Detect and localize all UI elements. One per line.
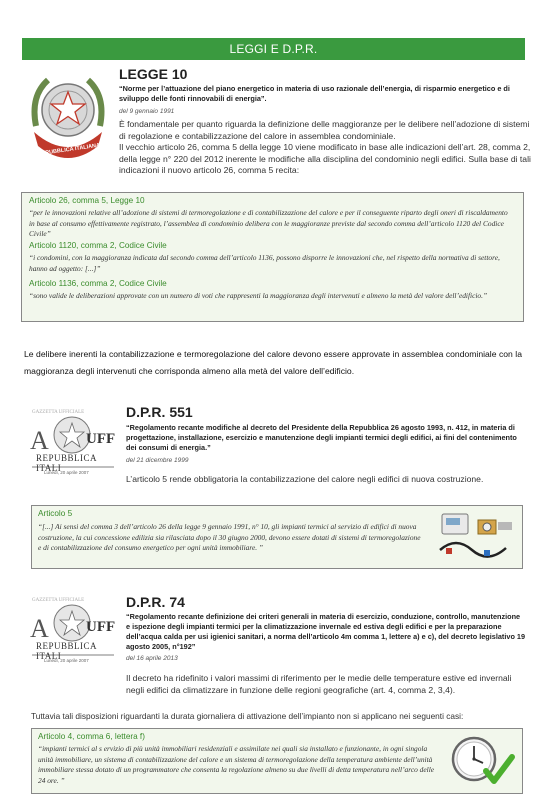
gazzetta-stamp-icon [30,593,116,677]
legge10-date: del 9 gennaio 1991 [119,108,175,115]
box3-heading: Articolo 4, comma 6, lettera f) [38,732,145,741]
dpr74-note: Tuttavia tali disposizioni riguardanti la durata giornaliera di attivazione dell’impianto non si applicano nei seguenti casi: [31,711,464,721]
legge10-subtitle: “Norme per l’attuazione del piano energetico in materia di uso razionale dell’energia, di risparmio energetico e di sviluppo delle fonti rinnovabili di energia”. [119,84,510,103]
box2-heading: Articolo 5 [38,509,73,518]
svg-text:GAZZETTA UFFICIALE: GAZZETTA UFFICIALE [32,410,85,415]
dpr74-subtitle: “Regolamento recante definizione dei criteri generali in materia di esercizio, conduzione, controllo, manutenzione e ispezione degli impianti termici per la climatizzazione invernale ed estiva degli edifici e per la preparazione dell’acqua calda per usi igienici sanitari, a norma dell’articolo 4m comma 1, lettere a) e c), del decreto legislativo 19 agosto 2005, n°192” [126,612,526,651]
stamp-repubblica: REPUBBLICA ITALI [36,641,97,661]
box1-heading-2: Articolo 1120, comma 2, Codice Civile [29,241,167,250]
dpr74-title: D.P.R. 74 [126,594,185,610]
stamp-uff: UFF [86,431,116,447]
legge10-title: LEGGE 10 [119,66,188,82]
dpr74-date: del 16 aprile 2013 [126,655,178,662]
stamp-repubblica: REPUBBLICA ITALI [36,453,97,473]
box1-quote-2: “i condomini, con la maggioranza indicata dal secondo comma dell’articolo 1136, possono disporre le innovazioni che, nel rispetto della normativa di settore, hanno ad oggetto: [...]” [29,253,500,273]
article-box-legge10 [21,192,524,322]
dpr551-para: L’articolo 5 rende obbligatoria la contabilizzazione del calore negli edifici di nuova costruzione. [126,474,484,484]
majority-statement: Le delibere inerenti la contabilizzazione e termoregolazione del calore devono essere approvate in assemblea condominiale con la maggioranza degli intervenuti che corrisponda almeno alla metà del valore dell’edificio. [24,349,522,376]
seal-text: REPUBBLICA ITALIANA [37,142,101,158]
article-box-dpr551 [31,505,523,569]
legge10-para1: È fondamentale per quanto riguarda la definizione delle maggioranze per le delibere nell’adozione di sistemi di regolazione e contabilizzazione del calore in assemblea condominiale. [119,119,530,141]
section-banner: LEGGI E D.P.R. [22,38,525,60]
box1-heading-3: Articolo 1136, comma 2, Codice Civile [29,279,167,288]
dpr551-date: del 21 dicembre 1999 [126,457,189,464]
dpr551-title: D.P.R. 551 [126,404,193,420]
gazzetta-stamp-icon [30,405,116,489]
heat-meter-devices-icon [436,510,516,564]
box2-quote: “[...] Ai sensi del comma 3 dell’articolo 26 della legge 9 gennaio 1991, n° 10, gli impianti termici al servizio di edifici di nuova costruzione, la cui concessione edilizia sia rilasciata dopo il 30 giugno 2000, devono essere dotati di sistemi di termoregolazione e di contabilizzazione del consumo energetico per ogni unità immobiliare. ” [38,522,421,552]
dpr551-subtitle: “Regolamento recante modifiche al decreto del Presidente della Repubblica 26 agosto 1993, n. 412, in materia di progettazione, installazione, esercizio e manutenzione degli impianti termici degli edifici, ai fini del contenimento dei consumi di energia.” [126,423,517,452]
legge10-para2: Il vecchio articolo 26, comma 5 della legge 10 viene modificato in base alle indicazioni dell’art. 28, comma 2, della legge n° 220 del 2012 inerente le modifiche alla disciplina del condominio negli edifici. Sulla base di tali indicazioni il nuovo articolo 26, comma 5 recita: [119,142,531,175]
article-box-dpr74 [31,728,523,794]
stamp-date: Lunedì, 20 aprile 2007 [44,658,89,663]
svg-text:GAZZETTA UFFICIALE: GAZZETTA UFFICIALE [32,598,85,603]
svg-text:A: A [30,426,49,455]
box1-quote-1: “per le innovazioni relative all’adozione di sistemi di termoregolazione e di contabilizzazione del calore e per il conseguente riparto degli oneri di riscaldamento in base al consumo effettivamente registrato, l’assemblea di condominio delibera con le maggioranze previste dal secondo comma dell’articolo 1120 del Codice Civile” [29,208,508,238]
svg-text:A: A [30,614,49,643]
stamp-date: Lunedì, 20 aprile 2007 [44,470,89,475]
dpr74-para: Il decreto ha ridefinito i valori massimi di riferimento per le medie delle temperature estive ed invernali negli edifici da climatizzare in funzione delle regioni geografiche (art. 4, comma 2, 3,4). [126,673,512,695]
box3-quote: “impianti termici al s ervizio di più unità immobiliari residenziali e assimilate nei quali sia installato e funzionante, in ogni singola unità immobiliare, un sistema di contabilizzazione del calore e un sistema di termoregolazione della temperatura ambiente dell’unità immobiliare stessa dotato di un programmatore che consenta la regolazione almeno su due livelli di detta temperatura nell’arco delle 24 ore. ” [38,744,435,785]
stamp-uff: UFF [86,619,116,635]
box1-heading-1: Articolo 26, comma 5, Legge 10 [29,196,145,205]
box1-quote-3: “sono valide le deliberazioni approvate con un numero di voti che rappresenti la maggioranza degli intervenuti e almeno la metà del valore dell’edificio.” [29,291,488,300]
clock-check-icon [446,733,516,789]
